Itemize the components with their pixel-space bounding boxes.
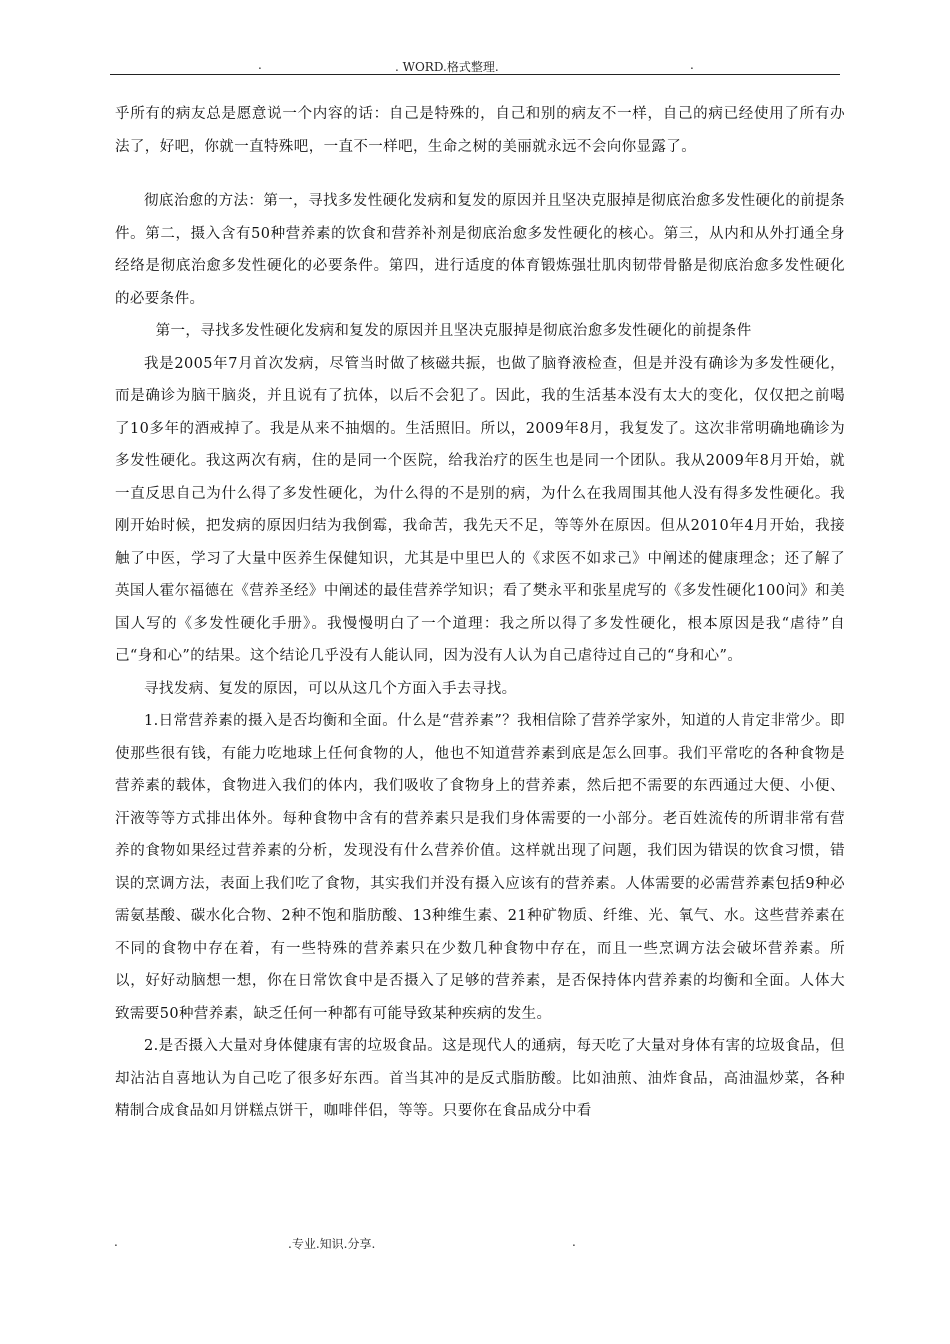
page-footer xyxy=(110,1235,840,1255)
section-heading: 第一，寻找多发性硬化发病和复发的原因并且坚决克服掉是彻底治愈多发性硬化的前提条件 xyxy=(155,323,752,339)
page-header xyxy=(110,54,840,75)
header-left-mark: . xyxy=(258,58,262,72)
header-title: . WORD.格式整理. xyxy=(395,60,499,74)
paragraph-intro-causes: 寻找发病、复发的原因，可以从这几个方面入手去寻找。 xyxy=(144,680,517,697)
footer-text: .专业.知识.分享. xyxy=(288,1237,376,1251)
paragraph-nutrients: 1.日常营养素的摄入是否均衡和全面。什么是“营养素”？我相信除了营养学家外，知道的人肯定非常少。即使那些很有钱，有能力吃地球上任何食物的人，他也不知道营养素到底是怎么回事。我们平常吃的各种食物是营养素的载体，食物进入我们的体内，我们吸收了食物身上的营养素，然后把不需要的东西通过大便、小便、汗液等等方式排出体外。每种食物中含有的营养素只是我们身体需要的一小部分。老百姓流传的所谓非常有营养的食物如果经过营养素的分析，发现没有什么营养价值。这样就出现了问题，我们因为错误的饮食习惯，错误的烹调方法，表面上我们吃了食物，其实我们并没有摄入应该有的营养素。人体需要的必需营养素包括9种必需氨基酸、碳水化合物、2种不饱和脂肪酸、13种维生素、21种矿物质、纤维、光、氧气、水。这些营养素在不同的食物中存在着，有一些特殊的营养素只在少数几种食物中存在，而且一些烹调方法会破坏营养素。所以，好好动脑想一想，你在日常饮食中是否摄入了足够的营养素，是否保持体内营养素的均衡和全面。人体大致需要50种营养素，缺乏任何一种都有可能导致某种疾病的发生。 xyxy=(115,713,845,1022)
footer-left-mark: . xyxy=(114,1235,118,1249)
header-right-mark: . xyxy=(690,58,694,72)
footer-right-mark: . xyxy=(572,1235,576,1249)
paragraph-history: 我是2005年7月首次发病，尽管当时做了核磁共振，也做了脑脊液检查，但是并没有确诊为多发性硬化，而是确诊为脑干脑炎，并且说有了抗体，以后不会犯了。因此，我的生活基本没有太大的变化，仅仅把之前喝了10多年的酒戒掉了。我是从来不抽烟的。生活照旧。所以，2009年8月，我复发了。这次非常明确地确诊为多发性硬化。我这两次有病，住的是同一个医院，给我治疗的医生也是同一个团队。我从2009年8月开始，就一直反思自己为什么得了多发性硬化，为什么得的不是别的病，为什么在我周围其他人没有得多发性硬化。我刚开始时候，把发病的原因归结为我倒霉，我命苦，我先天不足，等等外在原因。但从2010年4月开始，我接触了中医，学习了大量中医养生保健知识，尤其是中里巴人的《求医不如求己》中阐述的健康理念；还了解了英国人霍尔福德在《营养圣经》中阐述的最佳营养学知识；看了樊永平和张星虎写的《多发性硬化100问》和美国人写的《多发性硬化手册》。我慢慢明白了一个道理：我之所以得了多发性硬化，根本原因是我“虐待”自己“身和心”的结果。这个结论几乎没有人能认同，因为没有人认为自己虐待过自己的“身和心”。 xyxy=(115,355,845,664)
paragraph-methods: 彻底治愈的方法：第一，寻找多发性硬化发病和复发的原因并且坚决克服掉是彻底治愈多发性硬化的前提条件。第二，摄入含有50种营养素的饮食和营养补剂是彻底治愈多发性硬化的核心。第三，从内和从外打通全身经络是彻底治愈多发性硬化的必要条件。第四，进行适度的体育锻炼强壮肌肉韧带骨骼是彻底治愈多发性硬化的必要条件。 xyxy=(115,193,845,307)
paragraph-continuation: 乎所有的病友总是愿意说一个内容的话：自己是特殊的，自己和别的病友不一样，自己的病已经使用了所有办法了，好吧，你就一直特殊吧，一直不一样吧，生命之树的美丽就永远不会向你显露了。 xyxy=(115,106,845,155)
paragraph-junk-food: 2.是否摄入大量对身体健康有害的垃圾食品。这是现代人的通病，每天吃了大量对身体有害的垃圾食品，但却沾沾自喜地认为自己吃了很多好东西。首当其冲的是反式脂肪酸。比如油煎、油炸食品，高油温炒菜，各种精制合成食品如月饼糕点饼干，咖啡伴侣，等等。只要你在食品成分中看 xyxy=(115,1038,845,1119)
document-body xyxy=(115,98,845,1128)
